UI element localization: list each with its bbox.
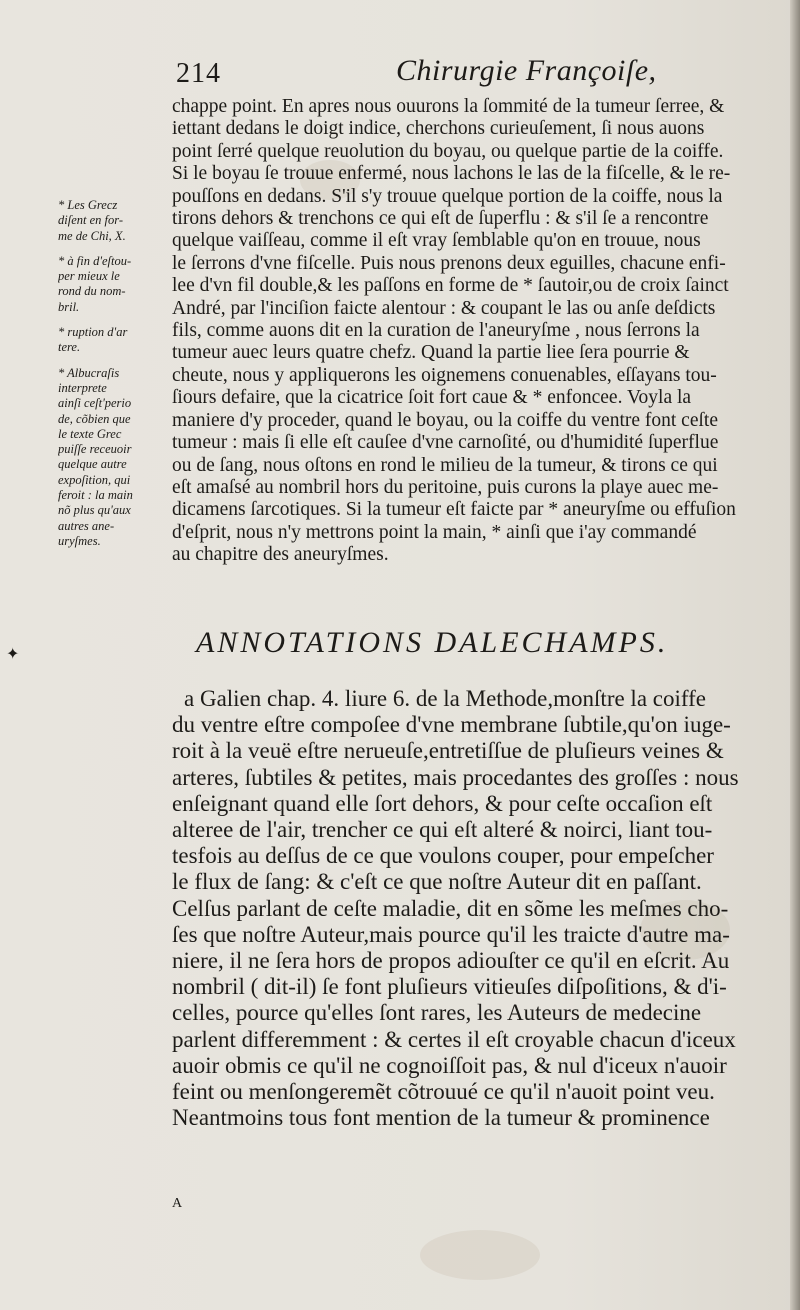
margin-note-line: uryſmes. bbox=[58, 533, 101, 548]
annotation-line: tesfois au deſſus de ce que voulons couper, pour empeſcher bbox=[172, 843, 714, 869]
page-number: 214 bbox=[176, 58, 221, 89]
margin-notes bbox=[58, 198, 170, 549]
margin-note-line: * ruption d'ar bbox=[58, 325, 128, 340]
text-line: tumeur : mais ſi elle eſt cauſee d'vne carnoſité, ou d'humidité ſuperflue bbox=[172, 432, 719, 454]
text-line: d'eſprit, nous n'y mettrons point la main, * ainſi que i'ay commandé bbox=[172, 521, 697, 543]
annotation-line: niere, il ne ſera hors de propos adiouſter ce qu'il en eſcrit. Au bbox=[172, 948, 730, 974]
text-line: maniere d'y proceder, quand le boyau, ou la coiffe du ventre font ceſte bbox=[172, 409, 718, 431]
text-line: au chapitre des aneuryſmes. bbox=[172, 544, 389, 566]
annotation-line: nombril ( dit-il) ſe font pluſieurs vitieuſes diſpoſitions, & d'i- bbox=[172, 974, 727, 1000]
annotation-line: arteres, ſubtiles & petites, mais procedantes des groſſes : nous bbox=[172, 764, 739, 790]
margin-note-line: expoſition, qui bbox=[58, 472, 131, 487]
text-line: point ſerré quelque reuolution du boyau, ou quelque partie de la coiffe. bbox=[172, 140, 724, 162]
margin-note-line: * à fin d'eſtou- bbox=[58, 253, 132, 268]
annotation-line: roit à la veuë eſtre nerueuſe,entretiſſue de pluſieurs veines & bbox=[172, 738, 724, 764]
annotation-line: feint ou menſongeremẽt cõtrouué ce qu'il n'auoit point veu. bbox=[172, 1079, 715, 1105]
margin-note-line: ainſi ceſt'perio bbox=[58, 396, 132, 411]
text-line: iettant dedans le doigt indice, cherchons curieuſement, ſi nous auons bbox=[172, 118, 705, 140]
margin-note-line: autres ane- bbox=[58, 518, 115, 533]
text-line: quelque vaiſſeau, comme il eſt vray ſemblable qu'on en trouue, nous bbox=[172, 230, 701, 252]
margin-note-line: nõ plus qu'aux bbox=[58, 503, 131, 518]
margin-note-line: diſent en for- bbox=[58, 213, 124, 228]
annotation-line: le flux de ſang: & c'eſt ce que noſtre Auteur dit en paſſant. bbox=[172, 869, 702, 895]
annotation-line: parlent differemment : & certes il eſt croyable chacun d'iceux bbox=[172, 1026, 736, 1052]
annotation-line: ſes que noſtre Auteur,mais pource qu'il les traicte d'autre ma- bbox=[172, 921, 730, 947]
annotation-line: auoir obmis ce qu'il ne cognoiſſoit pas, & nul d'iceux n'auoir bbox=[172, 1052, 727, 1078]
margin-note-line: feroit : la main bbox=[58, 488, 133, 503]
text-line: André, par l'inciſion faicte alentour : & coupant le las ou anſe deſdicts bbox=[172, 297, 716, 319]
text-line: Si le boyau ſe trouue enfermé, nous lachons le las de la fiſcelle, & le re- bbox=[172, 163, 731, 185]
annotation-line: Celſus parlant de ceſte maladie, dit en sõme les meſmes cho- bbox=[172, 895, 729, 921]
annotation-line: alteree de l'air, trencher ce qui eſt alteré & noirci, liant tou- bbox=[172, 817, 713, 843]
paper-stain bbox=[420, 1230, 540, 1280]
margin-note-gap bbox=[58, 244, 170, 254]
margin-note-line: puiſſe receuoir bbox=[58, 442, 132, 457]
annotation-line: Neantmoins tous font mention de la tumeur & prominence bbox=[172, 1105, 710, 1131]
text-line: fils, comme auons dit en la curation de l'aneuryſme , nous ſerrons la bbox=[172, 320, 700, 342]
text-line: pouſſons en dedans. S'il s'y trouue quelque portion de la coiffe, nous la bbox=[172, 185, 723, 207]
annotation-line: a Galien chap. 4. liure 6. de la Methode,monſtre la coiffe bbox=[184, 686, 706, 711]
margin-note-line: * Les Grecz bbox=[58, 198, 118, 212]
margin-note-line: rond du nom- bbox=[58, 284, 126, 299]
running-title: Chirurgie Françoiſe, bbox=[396, 54, 657, 87]
annotation-line: enſeignant quand elle ſort dehors, & pour ceſte occaſion eſt bbox=[172, 790, 713, 816]
annotation-marker: ✦ bbox=[6, 646, 20, 663]
margin-note-line: quelque autre bbox=[58, 457, 127, 472]
annotation-text-block bbox=[172, 686, 796, 1131]
margin-note-line: le texte Grec bbox=[58, 426, 122, 441]
margin-note-line: tere. bbox=[58, 340, 81, 355]
text-line: chappe point. En apres nous ouurons la ſommité de la tumeur ſerree, & bbox=[172, 96, 725, 117]
text-line: dicamens ſarcotiques. Si la tumeur eſt faicte par * aneuryſme ou effuſion bbox=[172, 499, 736, 521]
margin-note-line: interprete bbox=[58, 380, 107, 395]
text-line: lee d'vn fil double,& les paſſons en forme de * ſautoir,ou de croix ſainct bbox=[172, 275, 729, 297]
text-line: tirons dehors & trenchons ce qui eſt de ſuperflu : & s'il ſe a rencontre bbox=[172, 208, 709, 230]
margin-note-line: * Albucraſis bbox=[58, 365, 120, 380]
annotation-line: du ventre eſtre compoſee d'vne membrane ſubtile,qu'on iuge- bbox=[172, 712, 731, 738]
text-line: ſiours defaire, que la cicatrice ſoit fort caue & * enfoncee. Voyla la bbox=[172, 387, 692, 409]
section-heading: ANNOTATIONS DALECHAMPS. bbox=[196, 626, 669, 659]
margin-note-line: me de Chi, X. bbox=[58, 228, 126, 243]
margin-note-line: per mieux le bbox=[58, 269, 120, 284]
signature-mark: A bbox=[172, 1196, 183, 1211]
text-line: le ſerrons d'vne fiſcelle. Puis nous prenons deux eguilles, chacune enfi- bbox=[172, 252, 726, 274]
annotation-line: celles, pource qu'elles ſont rares, les Auteurs de medecine bbox=[172, 1000, 702, 1026]
margin-note-gap bbox=[58, 356, 170, 366]
text-line: cheute, nous y appliquerons les oignemens conuenables, eſſayans tou- bbox=[172, 364, 717, 386]
margin-note-line: de, cõbien que bbox=[58, 411, 131, 426]
main-text-block bbox=[172, 96, 794, 567]
text-line: tumeur auec leurs quatre chefz. Quand la partie liee ſera pourrie & bbox=[172, 342, 690, 364]
text-line: ou de ſang, nous oſtons en rond le milieu de la tumeur, & tirons ce qui bbox=[172, 454, 718, 476]
margin-note-gap bbox=[58, 315, 170, 325]
text-line: eſt amaſsé au nombril hors du peritoine, puis curons la playe auec me- bbox=[172, 476, 719, 498]
margin-note-line: bril. bbox=[58, 299, 80, 314]
